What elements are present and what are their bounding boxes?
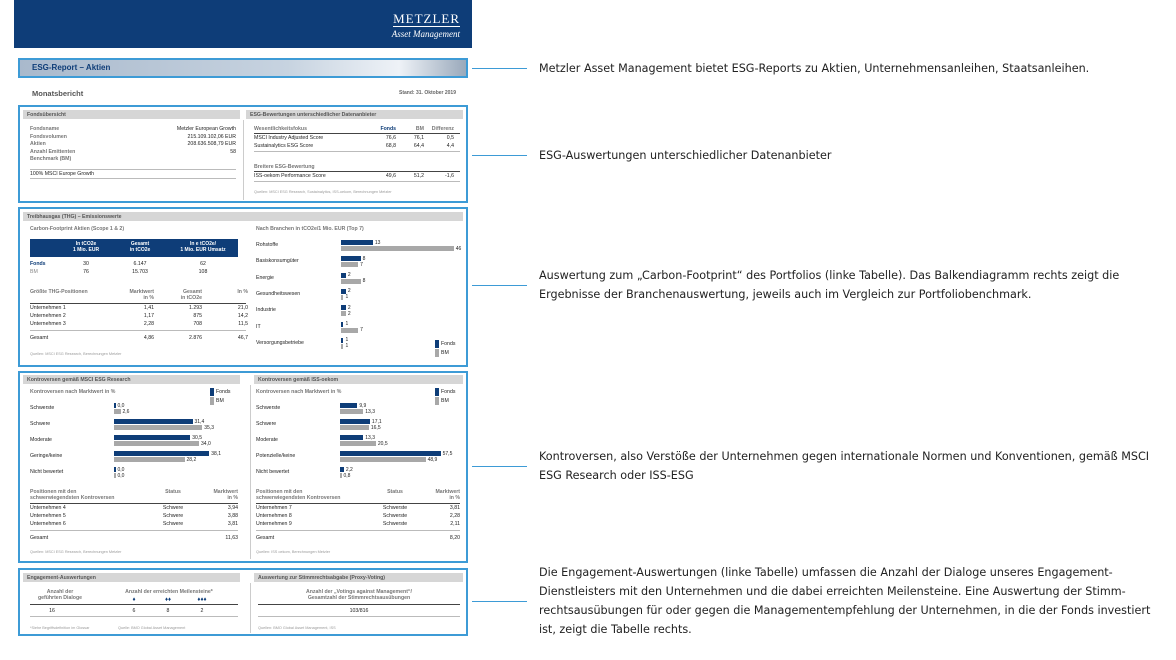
kon-cell: Unternehmen 5 <box>30 513 66 519</box>
pos-cell: 1.293 <box>189 305 202 311</box>
kon1-source: Quellen: MSCI ESG Research, Berechnungen Metzler <box>30 550 122 554</box>
kon-total: Gesamt <box>30 535 49 541</box>
milestone-icon: ♦♦ <box>164 597 172 603</box>
pos-cell: Unternehmen 2 <box>30 313 66 319</box>
pos-cell: 875 <box>193 313 202 319</box>
kon-total: 11,63 <box>225 535 238 541</box>
chart-data-label: 28,2 <box>186 456 197 463</box>
chart-category: Schwere <box>30 421 51 427</box>
esg-cell: -1,6 <box>445 173 454 179</box>
vote-source: Quellen: BMO Global Asset Management, ISS <box>258 626 336 630</box>
esg-cell: 64,4 <box>413 143 424 149</box>
chart-data-label: 8 <box>362 278 366 285</box>
chart-bar-bm <box>340 473 342 478</box>
cf-cell: 108 <box>198 269 208 275</box>
pos-total: 2.876 <box>189 335 202 341</box>
pos-col-head: Marktwert in % <box>129 289 154 301</box>
divider <box>258 616 460 617</box>
esg-col-head: Differenz <box>431 126 454 132</box>
esg-col-head: Fonds <box>380 126 396 132</box>
kon2-source: Quellen: ISS oekom, Berechnungen Metzler <box>256 550 331 554</box>
chart-data-label: 13,3 <box>365 434 375 441</box>
kon-col-head: Positionen mit den schwerwiegendsten Kontroversen <box>256 489 341 501</box>
milestone-icon: ♦ <box>132 597 136 603</box>
eng-val: 6 <box>132 608 136 614</box>
fonds-row-value: Metzler European Growth <box>176 126 236 132</box>
kon-cell: 2,28 <box>449 513 460 519</box>
chart-data-label: 35,3 <box>204 424 214 431</box>
legend-fonds-swatch <box>435 340 439 348</box>
kon-cell: Schwerste <box>382 505 408 511</box>
chart-data-label: 9,9 <box>359 402 367 409</box>
pos-total: 46,7 <box>237 335 248 341</box>
pos-cell: 14,2 <box>237 313 248 319</box>
chart-data-label: 1 <box>345 343 349 350</box>
eng-source: Quelle: BMO Global Asset Management <box>118 626 186 630</box>
pos-cell: Unternehmen 1 <box>30 305 66 311</box>
pos-col-head: In % <box>237 289 248 295</box>
annotation-intro: Metzler Asset Management bietet ESG-Reports zu Aktien, Unternehmensanleihen, Staatsanleihen. <box>539 62 1090 75</box>
report-title: ESG-Report – Aktien <box>32 63 111 72</box>
vote-col: Anzahl der „Votings against Management“/ Gesamtzahl der Stimmrechtsausübungen <box>306 589 412 601</box>
kon-cell: Schwere <box>162 521 184 527</box>
pos-cell: 1,41 <box>143 305 154 311</box>
chart-data-label: 0,0 <box>117 466 125 473</box>
divider <box>256 530 460 531</box>
divider <box>254 171 460 172</box>
chart-bar-fonds <box>114 451 209 456</box>
pos-col-head: Gesamt in tCO2e <box>180 289 202 301</box>
eng-col1: Anzahl der geführten Dialoge <box>37 589 83 601</box>
chart-data-label: 20,5 <box>377 440 388 447</box>
pos-total: 4,86 <box>143 335 154 341</box>
cf-col-head: Gesamt in tCO2e <box>129 241 151 253</box>
divider <box>30 178 236 179</box>
esg-cell: Sustainalytics ESG Score <box>254 143 314 149</box>
report-date: Stand: 31. Oktober 2019 <box>399 90 456 96</box>
cf-row-label: BM <box>30 269 38 275</box>
chart-data-label: 13 <box>374 239 381 246</box>
kon-cell: Unternehmen 9 <box>256 521 292 527</box>
vote-header: Auswertung zur Stimmrechtsabgabe (Proxy-Voting) <box>254 573 463 582</box>
chart-bar-bm <box>340 457 426 462</box>
fonds-row-label: Fondsname <box>30 126 60 132</box>
eng-note: *Siehe Begriffsdefinition im Glossar <box>30 626 90 630</box>
divider <box>30 169 236 170</box>
pos-cell: 11,5 <box>238 321 248 327</box>
chart-category: Nicht bewertet <box>30 469 64 475</box>
fonds-row-label: Benchmark (BM) <box>30 156 72 163</box>
chart-bar-fonds <box>341 305 346 310</box>
chart-category: Potenzielle/keine <box>256 453 296 459</box>
chart-data-label: 31,4 <box>194 418 205 425</box>
chart-data-label: 2 <box>347 288 351 295</box>
kon-col-head: Marktwert in % <box>213 489 238 501</box>
divider <box>250 583 251 633</box>
kon-cell: Schwerste <box>382 521 408 527</box>
fonds-row-label: Anzahl Emittenten <box>30 148 76 155</box>
kon-col-head: Status <box>165 489 181 495</box>
chart-bar-bm <box>341 246 454 251</box>
chart-bar-bm <box>341 295 343 300</box>
chart-bar-fonds <box>341 322 343 327</box>
chart-data-label: 8 <box>362 255 366 262</box>
divider <box>258 604 460 605</box>
cf-cell: 15.703 <box>132 269 148 275</box>
chart-data-label: 38,1 <box>211 450 221 457</box>
esg-cell: ISS-oekom Performance Score <box>254 173 326 179</box>
chart-data-label: 0,0 <box>117 472 125 479</box>
connector-line <box>472 466 527 467</box>
chart-data-label: 30,5 <box>192 434 202 441</box>
divider <box>254 133 460 134</box>
chart-category: Industrie <box>256 307 276 314</box>
kon-cell: 3,88 <box>227 513 238 519</box>
legend-fonds-swatch <box>435 388 439 396</box>
chart-bar-fonds <box>114 435 190 440</box>
chart-bar-bm <box>114 441 199 446</box>
annotation-engagement: Die Engagement-Auswertungen (linke Tabelle) umfassen die Anzahl der Dialoge unseres Engagement-Dienstleisters mit den Unternehmen und die dabei erreichten Meilensteine. Eine Auswertung der Stimm-rechtsausübungen für oder gegen die Managementempfehlung der Unternehmen, in die der Fonds investiert ist, zeigt die Tabelle rechts. <box>539 566 1151 636</box>
chart-data-label: 2 <box>347 304 351 311</box>
chart-bar-bm <box>114 409 121 414</box>
legend-fonds-label: Fonds <box>441 389 456 395</box>
cf-cell: 30 <box>83 261 89 267</box>
kon-col-head: Status <box>387 489 403 495</box>
esg-header: ESG-Bewertungen unterschiedlicher Datenanbieter <box>246 110 463 119</box>
chart-data-label: 2,6 <box>122 408 130 415</box>
chart-bar-bm <box>341 344 343 349</box>
chart1-title: Nach Branchen in tCO2e/1 Mio. EUR (Top 7) <box>256 226 364 232</box>
chart-bar-bm <box>114 457 185 462</box>
report-page <box>14 0 472 660</box>
kon2-header: Kontroversen gemäß ISS-oekom <box>254 375 463 384</box>
chart-category: Moderate <box>256 437 278 443</box>
esg-cell: 68,8 <box>385 143 396 149</box>
chart-bar-fonds <box>114 403 116 408</box>
cf-col-head: In e tCO2e/ 1 Mio. EUR Umsatz <box>180 241 226 253</box>
chart-bar-bm <box>340 441 376 446</box>
kon-total: 8,20 <box>449 535 460 541</box>
kon-col-head: Marktwert in % <box>435 489 460 501</box>
chart-category: Moderate <box>30 437 52 443</box>
chart-data-label: 1 <box>345 294 349 301</box>
divider <box>250 385 251 559</box>
pos-cell: 21,0 <box>237 305 248 311</box>
fonds-header: Fondsübersicht <box>23 110 240 119</box>
chart-bar-fonds <box>340 403 357 408</box>
esg-cell: 76,1 <box>413 135 424 141</box>
chart-data-label: 0,0 <box>117 402 125 409</box>
chart-data-label: 0,8 <box>343 472 351 479</box>
divider <box>30 530 238 531</box>
chart-data-label: 2,2 <box>345 466 353 473</box>
chart-bar-fonds <box>341 289 346 294</box>
chart-data-label: 16,5 <box>370 424 381 431</box>
kon-cell: Unternehmen 7 <box>256 505 292 511</box>
chart-data-label: 7 <box>360 261 363 268</box>
chart-category: Rohstoffe <box>256 242 279 248</box>
chart-data-label: 13,3 <box>365 408 375 415</box>
cf-cell: 76 <box>83 269 89 275</box>
chart-category: IT <box>256 323 261 330</box>
kon-cell: 3,81 <box>227 521 238 527</box>
chart-category: Schwerste <box>30 405 55 411</box>
cf-row-label: Fonds <box>30 261 46 267</box>
kon1-header: Kontroversen gemäß MSCI ESG Research <box>23 375 240 384</box>
cf-cell: 6.147 <box>133 261 147 267</box>
legend-fonds-label: Fonds <box>441 341 456 347</box>
vote-val: 103/816 <box>349 608 369 614</box>
chart-data-label: 2 <box>347 310 351 317</box>
kon-total: Gesamt <box>256 535 275 541</box>
kon-cell: Schwere <box>162 513 184 519</box>
esg-cell: MSCI Industry Adjusted Score <box>254 135 324 141</box>
chart-bar-bm <box>341 311 346 316</box>
fonds-row-label: Fondsvolumen <box>30 133 67 140</box>
kon-cell: 3,94 <box>227 505 238 511</box>
chart-category: Geringe/keine <box>30 453 63 459</box>
fonds-row-value: 58 <box>230 148 236 155</box>
esg-cell: 49,6 <box>385 173 396 179</box>
kon-col-head: Positionen mit den schwerwiegendsten Kontroversen <box>30 489 115 501</box>
section-controversies-box <box>18 371 468 563</box>
esg-col-head: BM <box>415 126 424 132</box>
report-header <box>14 0 472 48</box>
divider <box>30 604 238 605</box>
annotation-carbon: Auswertung zum „Carbon-Footprint“ des Portfolios (linke Tabelle). Das Balkendiagramm rechts zeigt die Ergebnisse der Branchenauswertung, jeweils auch im Vergleich zur Portfoliobenchmark. <box>539 269 1120 301</box>
esg-cell: 51,2 <box>413 173 424 179</box>
connector-line <box>472 155 527 156</box>
chart-bar-bm <box>340 425 369 430</box>
divider <box>30 503 238 504</box>
chart-data-label: 1 <box>345 337 349 344</box>
divider <box>30 303 246 304</box>
kon-cell: Unternehmen 8 <box>256 513 292 519</box>
pos-cell: Unternehmen 3 <box>30 321 66 327</box>
report-title-bar <box>18 58 468 78</box>
eng-col2: Anzahl der erreichten Meilensteine* <box>125 589 213 595</box>
connector-line <box>472 285 527 286</box>
kon-cell: Unternehmen 4 <box>30 505 66 511</box>
kon-cell: 2,11 <box>450 521 460 527</box>
chart-data-label: 46 <box>455 245 462 252</box>
chart-data-label: 7 <box>360 327 363 333</box>
kon-cell: 3,81 <box>449 505 460 511</box>
chart-data-label: 57,5 <box>442 450 453 457</box>
legend-bm-swatch <box>210 397 214 405</box>
esg-cell: 4,4 <box>446 143 454 149</box>
divider <box>30 616 238 617</box>
divider <box>243 120 244 200</box>
pos-cell: 708 <box>193 321 202 327</box>
chart-data-label: 17,1 <box>371 418 382 425</box>
chart-data-label: 2 <box>347 272 351 279</box>
chart-bar-fonds <box>341 273 346 278</box>
divider <box>30 330 246 331</box>
kon-cell: Schwerste <box>382 513 408 519</box>
chart-category: Basiskonsumgüter <box>256 258 299 265</box>
kon2-title: Kontroversen nach Marktwert in % <box>256 389 342 395</box>
report-subtitle: Monatsbericht <box>32 89 84 98</box>
chart-category: Gesundheitswesen <box>256 290 301 297</box>
cf-title: Carbon-Footprint Aktien (Scope 1 & 2) <box>30 226 125 232</box>
chart-bar-fonds <box>114 467 116 472</box>
connector-line <box>472 601 527 602</box>
annotation-controversies: Kontroversen, also Verstöße der Unternehmen gegen internationale Normen und Konventionen, gemäß MSCI ESG Research oder ISS-ESG <box>539 450 1150 482</box>
kon1-title: Kontroversen nach Marktwert in % <box>30 389 116 395</box>
legend-fonds-label: Fonds <box>216 389 231 395</box>
fonds-row-value: 208.636.508,79 EUR <box>187 141 236 148</box>
chart-category: Energie <box>256 274 274 281</box>
chart-bar-bm <box>114 473 116 478</box>
chart-bar-fonds <box>340 451 441 456</box>
esg-cell: 0,5 <box>446 135 454 141</box>
thg-source: Quellen: MSCI ESG Research, Berechnungen Metzler <box>30 352 122 356</box>
chart-category: Versorgungsbetriebe <box>256 339 304 346</box>
pos-cell: 1,17 <box>143 313 154 319</box>
legend-bm-label: BM <box>441 350 449 356</box>
chart-bar-fonds <box>340 435 363 440</box>
chart-data-label: 34,0 <box>201 440 211 447</box>
chart-data-label: 48,9 <box>427 456 438 463</box>
pos-col-head: Größte THG-Positionen <box>30 289 88 295</box>
chart-bar-bm <box>341 328 358 333</box>
eng-val: 16 <box>49 608 55 614</box>
chart-bar-fonds <box>341 256 361 261</box>
chart-data-label: 1 <box>345 321 349 327</box>
metzler-logo: METZLER Asset Management <box>391 11 460 39</box>
chart-bar-fonds <box>340 467 344 472</box>
esg-source: Quellen: MSCI ESG Research, Sustainalytics, ISS-oekom, Berechnungen Metzler <box>254 190 392 194</box>
legend-bm-label: BM <box>441 398 449 404</box>
chart-bar-bm <box>340 409 363 414</box>
legend-fonds-swatch <box>210 388 214 396</box>
eng-val: 2 <box>200 608 204 614</box>
cf-cell: 62 <box>200 261 206 267</box>
kon-cell: Unternehmen 6 <box>30 521 66 527</box>
divider <box>254 181 460 182</box>
chart-bar-fonds <box>341 240 373 245</box>
eng-header: Engagement-Auswertungen <box>23 573 240 582</box>
chart-bar-bm <box>341 279 361 284</box>
chart-bar-fonds <box>341 338 343 343</box>
annotation-esg: ESG-Auswertungen unterschiedlicher Datenanbieter <box>539 149 832 162</box>
divider <box>254 151 460 152</box>
chart-bar-fonds <box>114 419 193 424</box>
esg-sub: Breitere ESG-Bewertung <box>254 164 315 170</box>
pos-cell: 2,28 <box>143 321 154 327</box>
cf-col-head: In tCO2e 1 Mio. EUR <box>72 241 100 253</box>
milestone-icon: ♦♦♦ <box>197 597 207 603</box>
pos-total: Gesamt <box>30 335 49 341</box>
legend-bm-label: BM <box>216 398 224 404</box>
esg-cell: 76,6 <box>385 135 396 141</box>
chart-bar-bm <box>341 262 358 267</box>
fonds-bm: 100% MSCI Europe Growth <box>30 171 95 177</box>
eng-val: 8 <box>166 608 170 614</box>
chart-bar-fonds <box>340 419 370 424</box>
thg-header: Treibhausgas (THG) – Emissionswerte <box>23 212 463 221</box>
chart-category: Nicht bewertet <box>256 469 290 475</box>
esg-col-head: Wesentlichkeitsfokus <box>254 126 307 132</box>
fonds-row-value: 215.109.102,06 EUR <box>187 133 236 140</box>
connector-line <box>472 68 527 69</box>
chart-bar-bm <box>114 425 202 430</box>
legend-bm-swatch <box>435 397 439 405</box>
fonds-row-label: Aktien <box>30 141 46 148</box>
chart-category: Schwerste <box>256 405 281 411</box>
kon-cell: Schwere <box>162 505 184 511</box>
chart-category: Schwere <box>256 421 277 427</box>
legend-bm-swatch <box>435 349 439 357</box>
divider <box>256 503 460 504</box>
